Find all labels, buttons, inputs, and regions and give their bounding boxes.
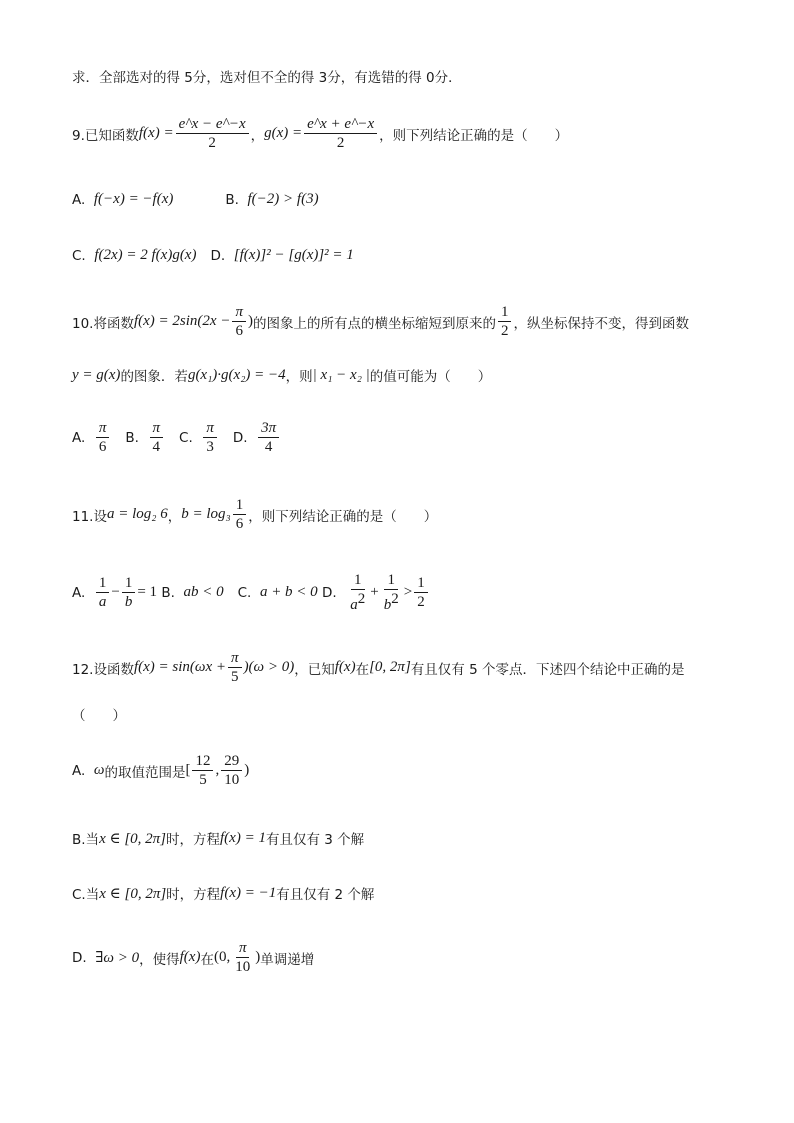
q12-option-a: A. ω 的取值范围是 [ $\frac{12}{5}$ , $\frac{29}{10}$ ): [72, 753, 250, 788]
q12-optd-fx: f(x): [179, 949, 201, 965]
q10-line2-text2: ，则: [285, 369, 313, 385]
q9-f-fraction: [176, 116, 249, 151]
q9-option-b: f(−2) > f(3): [247, 191, 319, 207]
q12-optd-mid2: 在: [200, 951, 214, 968]
q10-condition: g(x₁)·g(x₂) = −4: [187, 366, 286, 383]
q10-option-a: [96, 420, 110, 455]
q12-stem-line2: [72, 704, 126, 724]
q12-optd-num: π: [236, 940, 250, 958]
q10-option-b-label: B.: [125, 429, 148, 446]
q10-number: 10.将函数: [72, 315, 134, 332]
q11-option-a-label: A.: [72, 584, 94, 601]
q12-optd-den: 10: [235, 959, 251, 975]
q12-text3: 有且仅有 5 个零点．下述四个结论中正确的是: [410, 661, 685, 678]
q9-g-lhs: g(x) =: [264, 125, 303, 141]
q12-opta-n2: 29: [221, 753, 242, 771]
q10-option-c-num: π: [203, 420, 217, 438]
q10-option-c-den: 3: [206, 439, 214, 455]
q10-option-c: [203, 420, 217, 455]
q9-option-c-label: C.: [72, 247, 95, 264]
q10-pi: π: [232, 304, 246, 322]
q10-abs: | x₁ − x₂ |: [312, 366, 370, 383]
q10-pi-over-6: [232, 304, 246, 339]
q10-option-a-num: π: [96, 420, 110, 438]
q9-option-d-label: D.: [210, 247, 234, 264]
intro-line: [72, 66, 462, 86]
q9-option-a: f(−x) = −f(x): [93, 191, 174, 207]
q12-text1: ，已知: [294, 661, 335, 678]
q12-optc-eq: f(x) = −1: [220, 884, 277, 901]
q12-fx: f(x): [334, 659, 356, 675]
q10-text2: ，纵坐标保持不变，得到函数: [513, 315, 689, 332]
q11-optd-gt: >: [403, 584, 413, 600]
q9-options-ab: [72, 191, 319, 208]
q10-option-d: [258, 420, 279, 455]
q9-g-fraction: [304, 116, 377, 151]
q10-line2-text: 的图象．若: [120, 369, 188, 385]
q12-f-tail: )(ω > 0): [243, 659, 295, 675]
q11-options: A. $\frac{1}{a}$ − $\frac{1}{b}$ = 1 B. ab < 0 C. a + b < 0 D. $\frac{1}{a^2}$ + $\frac{1}{b^2}$ > $\frac{1}{2}$: [72, 572, 430, 613]
q10-six: 6: [235, 323, 243, 339]
q12-optd-frac: [232, 940, 253, 975]
q10-stem-line2: [72, 365, 491, 385]
q12-option-c: [72, 883, 374, 903]
q12-optb-tail: 有且仅有 3 个解: [265, 832, 365, 848]
q12-option-a-text: 的取值范围是: [104, 764, 186, 781]
q9-number: 9.已知函数: [72, 127, 139, 144]
q9-option-b-label: B.: [225, 191, 248, 208]
q10-stem-line1: 10.将函数 f(x) = 2sin(2x − $\frac{\pi}{6}$ ) 的图象上的所有点的横坐标缩短到原来的 $\frac{1}{2}$ ，纵坐标保持不变，得到函数: [72, 304, 689, 339]
q10-option-d-label: D.: [232, 429, 257, 446]
q10-option-a-den: 6: [98, 439, 107, 455]
q12-interval: [0, 2π]: [369, 659, 411, 675]
q12-number: 12.设函数: [72, 661, 134, 678]
q12-optd-tail: 单调递增: [260, 951, 315, 968]
q12-option-a-label: A.: [72, 762, 94, 779]
q12-optc-tail: 有且仅有 2 个解: [276, 887, 375, 903]
q12-f-expr: f(x) = sin(ωx +: [133, 659, 227, 675]
q10-option-d-den: 4: [264, 439, 273, 455]
q10-option-c-label: C.: [179, 429, 202, 446]
intro-text: 求．全部选对的得 5分，选对但不全的得 3分，有选错的得 0分．: [72, 70, 462, 86]
q10-y-expr: y = g(x): [72, 366, 121, 383]
q9-f-lhs: f(x) =: [138, 125, 174, 141]
q9-stem: 9.已知函数 f(x) = $\frac{e\^{}x - e\^{}-x}{2}$ ， g(x) = $\frac{e\^{}x + e\^{}-x}{2}$ ，则下列结论正确的是（ ）: [72, 116, 569, 151]
q11-tail: ，则下列结论正确的是（ ）: [248, 508, 438, 525]
q9-option-a-label: A.: [72, 191, 94, 208]
q11-a-expr: a = log₂ 6: [106, 506, 168, 522]
q9-option-c: f(2x) = 2 f(x)g(x): [94, 247, 197, 263]
q12-stem-line1: [72, 650, 684, 685]
q10-option-b: [150, 420, 164, 455]
q12-option-d-label: D.: [72, 949, 96, 966]
q12-pi-over-5: [228, 650, 242, 685]
q11-number: 11.设: [72, 508, 107, 525]
q12-optc-cond: x ∈ [0, 2π]: [99, 885, 167, 902]
q10-half: [498, 304, 512, 339]
q12-optb-cond: x ∈ [0, 2π]: [99, 830, 167, 847]
q11-stem: 11.设 a = log₂ 6 ， b = log₃ $\frac{1}{6}$ ，则下列结论正确的是（ ）: [72, 497, 438, 532]
q11-optd-frac3: $\frac{1}{2}$: [414, 575, 428, 610]
q12-option-b: [72, 828, 364, 848]
q9-f-denominator: 2: [208, 135, 216, 151]
q12-optd-mid: ，使得: [139, 951, 180, 968]
q12-opta-frac2: [221, 753, 242, 788]
q9-options-cd: [72, 247, 354, 264]
q11-opta-tail: = 1: [137, 584, 158, 600]
q10-f-expr: f(x) = 2sin(2x −: [133, 313, 231, 329]
q11-opta-frac1: $\frac{1}{a}$: [96, 575, 110, 610]
q10-text1: 的图象上的所有点的横坐标缩短到原来的: [252, 315, 496, 332]
q12-f-den: 5: [231, 669, 239, 685]
q11-opta-frac2: $\frac{1}{b}$: [122, 575, 136, 610]
q12-optc-pre: C.当: [72, 887, 100, 903]
q12-optb-pre: B.当: [72, 832, 100, 848]
q10-option-b-num: π: [150, 420, 164, 438]
q12-opta-d1: 5: [199, 772, 207, 788]
q12-optc-mid: 时，方程: [166, 887, 221, 903]
q12-paren: （ ）: [72, 708, 126, 724]
q9-option-d: [f(x)]² − [g(x)]² = 1: [233, 247, 354, 263]
q12-opta-frac1: [192, 753, 213, 788]
q10-half-den: 2: [500, 323, 509, 339]
q12-optb-eq: f(x) = 1: [220, 829, 266, 846]
q11-option-b: ab < 0: [183, 584, 224, 600]
q12-optd-cond: ∃ω > 0: [95, 950, 140, 966]
q12-option-d: D. ∃ω > 0 ，使得 f(x) 在 (0, $\frac{\pi}{10}$ ) 单调递增: [72, 940, 315, 975]
q9-g-denominator: 2: [336, 135, 345, 151]
q9-f-numerator: e^x − e^−x: [176, 116, 249, 134]
q11-b-fraction: [233, 497, 247, 532]
q10-option-b-den: 4: [152, 439, 161, 455]
q12-f-num: π: [228, 650, 242, 668]
q10-option-d-num: 3π: [258, 420, 279, 438]
q12-optb-mid: 时，方程: [166, 832, 221, 848]
q12-opta-n1: 12: [192, 753, 213, 771]
q10-line2-tail: 的值可能为（ ）: [369, 369, 492, 385]
q10-option-a-label: A.: [72, 429, 94, 446]
q9-tail: ，则下列结论正确的是（ ）: [379, 127, 569, 144]
q12-text2: 在: [355, 661, 370, 678]
q9-g-numerator: e^x + e^−x: [304, 116, 377, 134]
q11-option-c: a + b < 0: [259, 584, 318, 600]
q10-options: [72, 420, 281, 455]
q11-b-expr: b = log₃: [181, 506, 231, 522]
q11-optd-frac1: $\frac{1}{a^2}$: [350, 572, 366, 613]
q12-opta-d2: 10: [224, 772, 240, 788]
q10-half-num: 1: [498, 304, 512, 322]
q11-optd-frac2: $\frac{1}{b^2}$: [383, 572, 399, 613]
q11-b-num: 1: [233, 497, 247, 515]
q11-b-den: 6: [235, 516, 244, 532]
